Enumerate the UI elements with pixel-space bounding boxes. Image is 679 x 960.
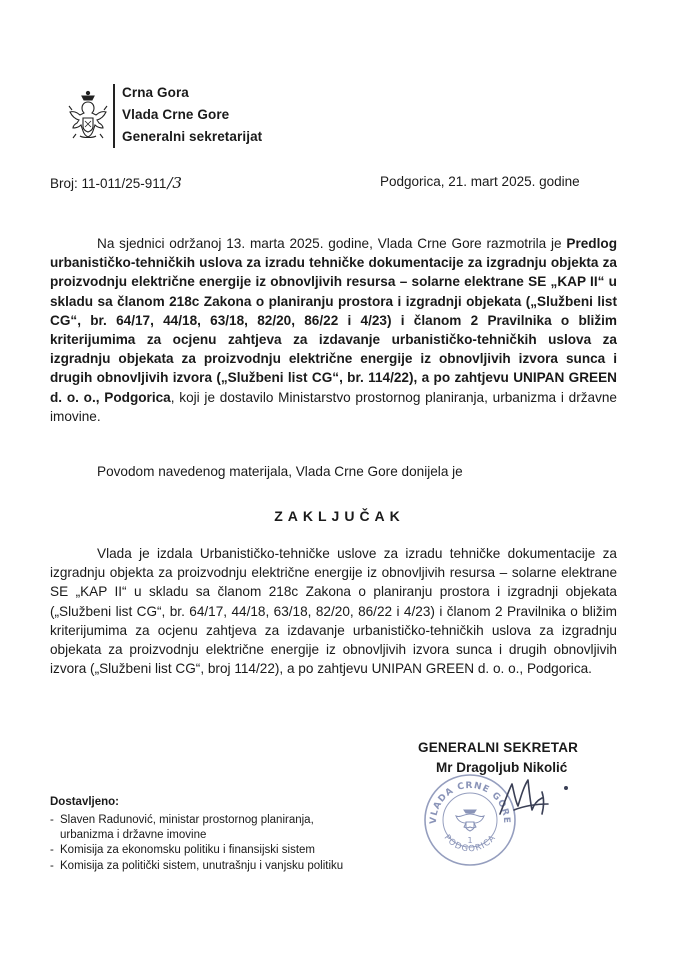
- montenegro-coat-of-arms-icon: [68, 90, 108, 142]
- distribution-item: - Slaven Radunović, ministar prostornog planiranja, urbanizma i državne imovine: [50, 813, 360, 843]
- adoption-paragraph: Povodom navedenog materijala, Vlada Crne Gore donijela je: [97, 464, 463, 479]
- distribution-list: [50, 813, 360, 874]
- reference-number: [50, 174, 182, 192]
- stamp-text-bottom: PODGORICA: [441, 832, 499, 855]
- signatory-name: Mr Dragoljub Nikolić: [436, 760, 568, 775]
- header-government: Vlada Crne Gore: [122, 107, 230, 122]
- reference-handwritten-suffix: /3: [167, 174, 182, 192]
- header-secretariat: Generalni sekretarijat: [122, 129, 263, 144]
- signatory-title: GENERALNI SEKRETAR: [418, 740, 579, 755]
- intro-paragraph: [50, 234, 617, 426]
- intro-tail: , koji je dostavilo Ministarstvo prostornog planiranja, urbanizma i državne imovine.: [50, 389, 617, 424]
- intro-bold-subject: Predlog urbanističko-tehničkih uslova za izradu tehničke dokumentacije za izgradnju objekta za proizvodnju električne energije iz obnovljivih resursa – solarne elektrane SE „KAP II“ u skladu sa članom 218c Zakona o planiranju prostora i izgradnji objekata („Službeni list CG“, br. 64/17, 44/18, 63/18, 82/20, 86/22 i 4/23) i članom 2 Pravilnika o bližim kriterijumima za ocjenu zahtjeva za izdavanje urbanističko-tehničkih uslova za izgradnju objekata za proizvodnju električne energije iz obnovljivih izvora sunca i drugih obnovljivih izvora („Službeni list CG“, br. 114/22), a po zahtjevu UNIPAN GREEN d. o. o., Podgorica: [50, 236, 617, 405]
- distribution-heading: Dostavljeno:: [50, 796, 120, 808]
- decision-title: ZAKLJUČAK: [274, 508, 405, 524]
- handwritten-signature-icon: [492, 770, 582, 830]
- distribution-item: - Komisija za politički sistem, unutrašnju i vanjsku politiku: [50, 859, 360, 874]
- stamp-number: 1: [467, 836, 473, 845]
- header-country: Crna Gora: [122, 85, 189, 100]
- decision-paragraph: Vlada je izdala Urbanističko-tehničke uslove za izradu tehničke dokumentacije za izgradnju objekta za proizvodnju električne energije iz obnovljivih resursa – solarne elektrane SE „KAP II“ u skladu sa članom 218c Zakona o planiranju prostora i izgradnji objekata („Službeni list CG“, br. 64/17, 44/18, 63/18, 82/20, 86/22 i 4/23) i članom 2 Pravilnika o bližim kriterijumima za ocjenu zahtjeva za izdavanje urbanističko-tehničkih uslova za izgradnju objekata za proizvodnju električne energije iz obnovljivih izvora sunca i drugih obnovljivih izvora („Službeni list CG“, broj 114/22), a po zahtjevu UNIPAN GREEN d. o. o., Podgorica.: [50, 546, 617, 677]
- reference-number-text: Broj: 11-011/25-911: [50, 176, 167, 191]
- stamp-text-top: VLADA CRNE GORE: [428, 780, 512, 825]
- intro-lead: Na sjednici održanoj 13. marta 2025. godine, Vlada Crne Gore razmotrila je: [97, 236, 567, 251]
- place-and-date: Podgorica, 21. mart 2025. godine: [380, 174, 580, 189]
- header-divider: [113, 84, 115, 148]
- distribution-item: - Komisija za ekonomsku politiku i finansijski sistem: [50, 843, 360, 858]
